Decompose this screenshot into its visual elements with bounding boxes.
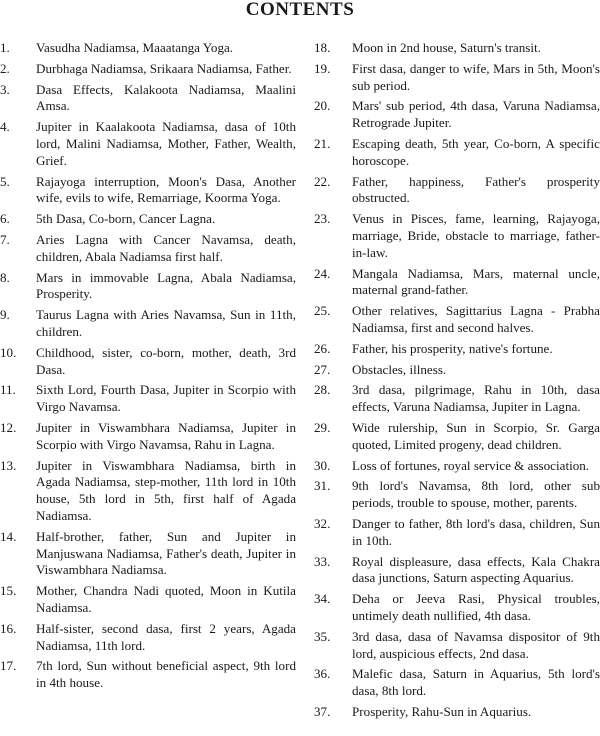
entry-text: Prosperity, Rahu-Sun in Aquarius.: [352, 703, 532, 719]
contents-entry: [314, 61, 600, 95]
contents-entry: [314, 478, 600, 512]
entry-text: Venus in Pisces, fame, learning, Rajayoga, marriage, Bride, obstacle to marriage, father-in-law.: [352, 211, 600, 260]
entry-text: Childhood, sister, co-born, mother, death, 3rd Dasa.: [36, 344, 296, 377]
entry-number: 12.: [0, 419, 17, 435]
entry-text: Loss of fortunes, royal service & association.: [352, 457, 590, 473]
entry-number: 33.: [314, 553, 331, 569]
contents-entry: [314, 174, 600, 208]
entry-number: 26.: [314, 340, 331, 356]
entry-number: 36.: [314, 666, 331, 682]
entry-text: Other relatives, Sagittarius Lagna - Prabha Nadiamsa, first and second halves.: [352, 303, 600, 335]
entry-number: 5.: [0, 173, 10, 189]
entry-text: Malefic dasa, Saturn in Aquarius, 5th lord's dasa, 8th lord.: [352, 666, 600, 699]
contents-entry: [314, 629, 600, 663]
entry-number: 35.: [314, 628, 331, 644]
entry-number: 13.: [0, 457, 17, 473]
entry-text: 5th Dasa, Co-born, Cancer Lagna.: [36, 211, 216, 227]
entry-number: 32.: [314, 515, 331, 531]
contents-entry: [314, 591, 600, 625]
contents-column-left: [0, 40, 296, 696]
contents-entry: [314, 458, 600, 475]
entry-text: 9th lord's Navamsa, 8th lord, other sub periods, trouble to spouse, mother, parents.: [352, 478, 600, 511]
entry-text: Taurus Lagna with Aries Navamsa, Sun in 11th, children.: [36, 307, 296, 339]
entry-number: 21.: [314, 135, 331, 151]
contents-entry: [0, 119, 296, 169]
entry-text: 3rd dasa, dasa of Navamsa dispositor of 9th lord, auspicious effects, 2nd dasa.: [352, 628, 600, 661]
entry-number: 6.: [0, 211, 10, 227]
entry-text: 3rd dasa, pilgrimage, Rahu in 10th, dasa effects, Varuna Nadiamsa, Jupiter in Lagna.: [352, 382, 600, 415]
entry-number: 25.: [314, 303, 331, 319]
entry-text: Vasudha Nadiamsa, Maaatanga Yoga.: [36, 40, 234, 55]
entry-text: Father, his prosperity, native's fortune.: [352, 340, 553, 356]
entry-text: Deha or Jeeva Rasi, Physical troubles, untimely death nullified, 4th dasa.: [352, 591, 600, 623]
entry-number: 11.: [0, 382, 16, 398]
entry-number: 23.: [314, 211, 331, 227]
entry-text: Half-sister, second dasa, first 2 years, Agada Nadiamsa, 11th lord.: [36, 620, 296, 653]
entry-text: Rajayoga interruption, Moon's Dasa, Another wife, evils to wife, Remarriage, Koorma Yoga.: [36, 173, 296, 206]
entry-number: 30.: [314, 457, 331, 473]
entry-text: 7th lord, Sun without beneficial aspect, 9th lord in 4th house.: [36, 658, 296, 691]
entry-text: Escaping death, 5th year, Co-born, A specific horoscope.: [352, 135, 600, 168]
entry-number: 28.: [314, 382, 331, 398]
entry-number: 15.: [0, 583, 17, 599]
contents-entry: [0, 529, 296, 579]
contents-entry: [0, 382, 296, 416]
entry-text: Half-brother, father, Sun and Jupiter in Manjuswana Nadiamsa, Father's death, Jupiter in Viswambhara Nadiamsa.: [36, 528, 296, 578]
contents-entry: [0, 82, 296, 116]
entry-number: 18.: [314, 40, 331, 55]
entry-number: 19.: [314, 60, 331, 76]
contents-entry: [0, 232, 296, 266]
entry-text: Danger to father, 8th lord's dasa, children, Sun in 10th.: [352, 515, 600, 548]
entry-text: Jupiter in Kaalakoota Nadiamsa, dasa of 10th lord, Malini Nadiamsa, Mother, Father, Wealth, Grief.: [36, 119, 296, 168]
entry-number: 14.: [0, 528, 17, 544]
entry-text: Father, happiness, Father's prosperity obstructed.: [352, 173, 600, 206]
entry-number: 16.: [0, 620, 17, 636]
entry-number: 29.: [314, 419, 331, 435]
entry-text: Royal displeasure, dasa effects, Kala Chakra dasa junctions, Saturn aspecting Aquarius.: [352, 553, 600, 586]
contents-entry: [0, 270, 296, 304]
contents-entry: [314, 211, 600, 261]
entry-number: 8.: [0, 269, 10, 285]
entry-text: Mangala Nadiamsa, Mars, maternal uncle, maternal grand-father.: [352, 265, 600, 298]
contents-entry: [0, 583, 296, 617]
entry-text: Mars in immovable Lagna, Abala Nadiamsa, Prosperity.: [36, 269, 296, 302]
entry-number: 3.: [0, 81, 10, 97]
entry-number: 37.: [314, 703, 331, 719]
entry-number: 1.: [0, 40, 10, 55]
entry-number: 2.: [0, 60, 10, 76]
contents-entry: [0, 420, 296, 454]
entry-number: 22.: [314, 173, 331, 189]
entry-text: Durbhaga Nadiamsa, Srikaara Nadiamsa, Father.: [36, 60, 292, 76]
contents-entry: [0, 211, 296, 228]
contents-entry: [314, 382, 600, 416]
entry-text: Mother, Chandra Nadi quoted, Moon in Kutila Nadiamsa.: [36, 583, 296, 615]
contents-entry: [0, 458, 296, 525]
entry-text: Mars' sub period, 4th dasa, Varuna Nadiamsa, Retrograde Jupiter.: [352, 98, 600, 131]
contents-entry: [0, 174, 296, 208]
entry-text: Jupiter in Viswambhara Nadiamsa, Jupiter in Scorpio with Virgo Navamsa, Rahu in Lagna.: [36, 419, 296, 452]
entry-text: Moon in 2nd house, Saturn's transit.: [352, 40, 541, 55]
entry-text: First dasa, danger to wife, Mars in 5th, Moon's sub period.: [352, 60, 600, 93]
entry-text: Obstacles, illness.: [352, 361, 447, 377]
contents-entry: [314, 704, 600, 721]
entry-text: Dasa Effects, Kalakoota Nadiamsa, Maalini Amsa.: [36, 81, 296, 114]
entry-number: 7.: [0, 231, 10, 247]
contents-entry: [314, 136, 600, 170]
contents-entry: [314, 666, 600, 700]
contents-entry: [0, 307, 296, 341]
contents-entry: [0, 61, 296, 78]
contents-entry: [0, 40, 296, 57]
contents-entry: [314, 554, 600, 588]
contents-entry: [314, 303, 600, 337]
entry-text: Sixth Lord, Fourth Dasa, Jupiter in Scorpio with Virgo Navamsa.: [36, 382, 296, 415]
entry-number: 27.: [314, 361, 331, 377]
entry-number: 31.: [314, 478, 331, 494]
contents-entry: [0, 621, 296, 655]
contents-entry: [0, 658, 296, 692]
contents-entry: [314, 98, 600, 132]
entry-number: 10.: [0, 344, 17, 360]
contents-entry: [314, 362, 600, 379]
contents-entry: [314, 420, 600, 454]
contents-column-right: [314, 40, 600, 725]
entry-number: 24.: [314, 265, 331, 281]
entry-number: 4.: [0, 119, 10, 135]
page-title: CONTENTS: [245, 0, 355, 20]
entry-text: Wide rulership, Sun in Scorpio, Sr. Garga quoted, Limited progeny, dead children.: [352, 419, 600, 452]
entry-number: 9.: [0, 307, 10, 323]
entry-number: 20.: [314, 98, 331, 114]
contents-entry: [314, 40, 600, 57]
contents-entry: [314, 516, 600, 550]
entry-text: Aries Lagna with Cancer Navamsa, death, children, Abala Nadiamsa first half.: [36, 231, 296, 264]
contents-entry: [314, 266, 600, 300]
contents-entry: [0, 345, 296, 379]
entry-number: 34.: [314, 591, 331, 607]
entry-text: Jupiter in Viswambhara Nadiamsa, birth in Agada Nadiamsa, step-mother, 11th lord in 10th house, 5th lord in 5th, first half of Agada Nadiamsa.: [36, 457, 296, 523]
entry-number: 17.: [0, 658, 17, 674]
contents-entry: [314, 341, 600, 358]
